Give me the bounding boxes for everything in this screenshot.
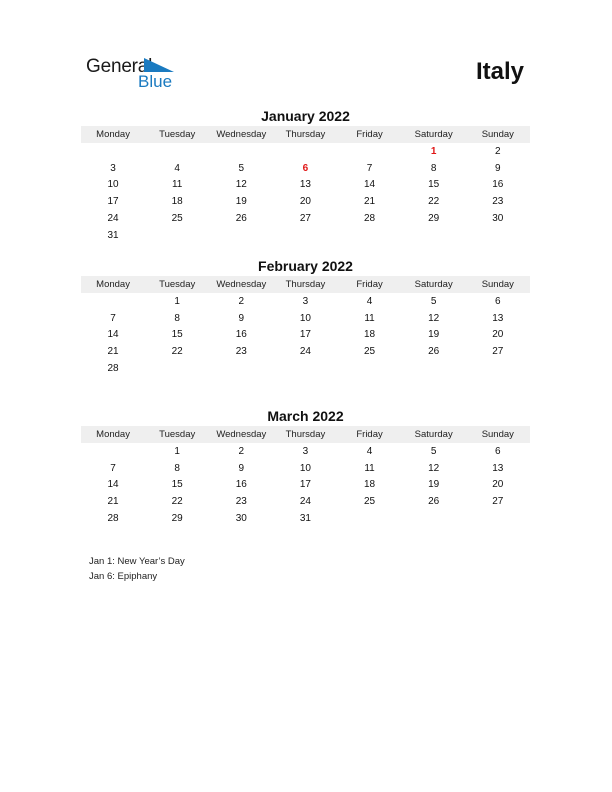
weekday-label: Saturday bbox=[414, 429, 453, 440]
country-title: Italy bbox=[475, 58, 524, 85]
day-cell: 13 bbox=[299, 179, 311, 191]
month-calendar-february bbox=[81, 258, 530, 377]
day-cell: 8 bbox=[174, 312, 180, 324]
day-cell: 11 bbox=[364, 462, 375, 474]
day-cell: 13 bbox=[492, 462, 504, 474]
day-cell: 25 bbox=[364, 346, 376, 358]
week-row bbox=[81, 493, 530, 510]
day-cell: 17 bbox=[299, 329, 311, 341]
day-cell: 7 bbox=[366, 162, 373, 174]
day-cell: 2 bbox=[238, 295, 245, 307]
day-cell: 31 bbox=[107, 229, 119, 241]
day-cell: 26 bbox=[428, 496, 440, 508]
day-cell: 14 bbox=[107, 329, 119, 341]
week-row bbox=[81, 177, 530, 194]
day-cell: 27 bbox=[492, 496, 504, 508]
generalblue-logo bbox=[86, 56, 186, 92]
weekday-label: Thursday bbox=[285, 129, 326, 140]
weekday-label: Saturday bbox=[414, 129, 453, 140]
weekday-label: Sunday bbox=[481, 429, 514, 440]
logo-triangle-icon bbox=[144, 58, 174, 72]
day-cell: 19 bbox=[428, 329, 440, 341]
day-cell: 14 bbox=[107, 479, 119, 491]
day-cell: 20 bbox=[492, 329, 504, 341]
day-cell: 27 bbox=[299, 213, 311, 225]
week-row bbox=[81, 227, 530, 244]
day-cell: 18 bbox=[364, 329, 376, 341]
day-cell: 28 bbox=[107, 513, 119, 525]
day-cell: 14 bbox=[364, 179, 376, 191]
day-cell: 9 bbox=[238, 312, 245, 324]
day-cell: 18 bbox=[171, 196, 183, 208]
month-title: March 2022 bbox=[267, 408, 344, 424]
day-cell: 15 bbox=[171, 329, 183, 341]
day-cell: 29 bbox=[171, 513, 183, 525]
week-row bbox=[81, 460, 530, 477]
logo-text-blue: Blue bbox=[138, 72, 173, 91]
day-cell: 5 bbox=[238, 162, 245, 174]
day-cell: 10 bbox=[299, 312, 311, 324]
day-cell: 23 bbox=[235, 346, 247, 358]
weekday-header-row bbox=[81, 276, 530, 293]
day-cell: 1 bbox=[430, 145, 437, 157]
day-cell: 4 bbox=[174, 162, 180, 174]
week-row bbox=[81, 160, 530, 177]
day-cell: 31 bbox=[299, 513, 311, 525]
weekday-label: Sunday bbox=[481, 279, 514, 290]
day-cell: 8 bbox=[430, 162, 437, 174]
day-cell: 13 bbox=[492, 312, 504, 324]
weekday-header-row bbox=[81, 126, 530, 143]
day-cell: 1 bbox=[174, 445, 180, 457]
day-cell: 23 bbox=[235, 496, 247, 508]
day-cell: 20 bbox=[492, 479, 504, 491]
day-cell: 25 bbox=[364, 496, 376, 508]
day-cell: 29 bbox=[428, 213, 440, 225]
day-cell: 25 bbox=[171, 213, 183, 225]
day-cell: 1 bbox=[174, 295, 180, 307]
day-cell: 30 bbox=[235, 513, 247, 525]
weekday-label: Friday bbox=[356, 279, 383, 290]
week-row bbox=[81, 193, 530, 210]
day-cell: 11 bbox=[171, 179, 183, 191]
day-cell: 22 bbox=[171, 496, 183, 508]
weekday-label: Saturday bbox=[414, 279, 453, 290]
day-cell: 20 bbox=[299, 196, 311, 208]
day-cell: 7 bbox=[110, 462, 116, 474]
weekday-header-row bbox=[81, 426, 530, 443]
day-cell: 2 bbox=[495, 145, 501, 157]
weekday-label: Monday bbox=[96, 279, 130, 290]
weekday-label: Sunday bbox=[481, 129, 514, 140]
day-cell: 26 bbox=[235, 213, 247, 225]
day-cell: 23 bbox=[492, 196, 504, 208]
day-cell: 21 bbox=[107, 496, 119, 508]
day-cell: 2 bbox=[238, 445, 245, 457]
weekday-label: Wednesday bbox=[216, 429, 267, 440]
holiday-notes bbox=[89, 555, 185, 584]
day-cell: 5 bbox=[430, 445, 437, 457]
week-row bbox=[81, 443, 530, 460]
weekday-label: Wednesday bbox=[216, 279, 267, 290]
day-cell: 10 bbox=[299, 462, 311, 474]
day-cell: 3 bbox=[110, 162, 116, 174]
week-row bbox=[81, 343, 530, 360]
day-cell: 4 bbox=[366, 445, 373, 457]
day-cell: 19 bbox=[235, 196, 247, 208]
day-cell: 12 bbox=[428, 462, 440, 474]
month-title: February 2022 bbox=[258, 258, 353, 274]
day-cell: 16 bbox=[492, 179, 504, 191]
weekday-label: Tuesday bbox=[159, 429, 196, 440]
weekday-label: Tuesday bbox=[159, 129, 196, 140]
day-cell: 15 bbox=[171, 479, 183, 491]
day-cell: 9 bbox=[495, 162, 501, 174]
weekday-label: Monday bbox=[96, 129, 130, 140]
week-row bbox=[81, 310, 530, 327]
week-row bbox=[81, 143, 530, 160]
week-row bbox=[81, 360, 530, 377]
day-cell: 26 bbox=[428, 346, 440, 358]
day-cell: 4 bbox=[366, 295, 373, 307]
month-calendar-march bbox=[81, 408, 530, 527]
day-cell: 3 bbox=[302, 445, 309, 457]
day-cell: 28 bbox=[107, 363, 119, 375]
day-cell: 3 bbox=[302, 295, 309, 307]
week-row bbox=[81, 327, 530, 344]
logo-text-general: General bbox=[86, 56, 153, 77]
holiday-note: Jan 1: New Year’s Day bbox=[89, 556, 185, 567]
day-cell: 6 bbox=[495, 295, 501, 307]
day-cell: 6 bbox=[495, 445, 501, 457]
holiday-note: Jan 6: Epiphany bbox=[89, 570, 158, 582]
day-cell: 6 bbox=[302, 162, 309, 174]
day-cell: 22 bbox=[428, 196, 440, 208]
day-cell: 24 bbox=[299, 496, 311, 508]
weekday-label: Friday bbox=[356, 429, 383, 440]
day-cell: 5 bbox=[430, 295, 437, 307]
day-cell: 30 bbox=[492, 213, 504, 225]
weekday-label: Friday bbox=[356, 129, 383, 140]
month-title: January 2022 bbox=[261, 108, 350, 124]
day-cell: 12 bbox=[428, 312, 440, 324]
day-cell: 16 bbox=[235, 479, 247, 491]
day-cell: 18 bbox=[364, 479, 376, 491]
week-row bbox=[81, 510, 530, 527]
day-cell: 12 bbox=[235, 179, 247, 191]
day-cell: 22 bbox=[171, 346, 183, 358]
day-cell: 11 bbox=[364, 312, 375, 324]
week-row bbox=[81, 210, 530, 227]
day-cell: 7 bbox=[110, 312, 116, 324]
day-cell: 24 bbox=[299, 346, 311, 358]
day-cell: 10 bbox=[107, 179, 119, 191]
day-cell: 21 bbox=[107, 346, 119, 358]
day-cell: 15 bbox=[428, 179, 440, 191]
day-cell: 21 bbox=[364, 196, 376, 208]
weekday-label: Wednesday bbox=[216, 129, 267, 140]
day-cell: 17 bbox=[299, 479, 311, 491]
weekday-label: Thursday bbox=[285, 429, 326, 440]
day-cell: 28 bbox=[364, 213, 376, 225]
day-cell: 17 bbox=[107, 196, 119, 208]
weekday-label: Thursday bbox=[285, 279, 326, 290]
month-calendar-january bbox=[81, 108, 530, 244]
day-cell: 9 bbox=[238, 462, 245, 474]
day-cell: 16 bbox=[235, 329, 247, 341]
weekday-label: Tuesday bbox=[159, 279, 196, 290]
day-cell: 8 bbox=[174, 462, 180, 474]
week-row bbox=[81, 477, 530, 494]
day-cell: 27 bbox=[492, 346, 504, 358]
day-cell: 24 bbox=[107, 213, 119, 225]
week-row bbox=[81, 293, 530, 310]
day-cell: 19 bbox=[428, 479, 440, 491]
weekday-label: Monday bbox=[96, 429, 130, 440]
